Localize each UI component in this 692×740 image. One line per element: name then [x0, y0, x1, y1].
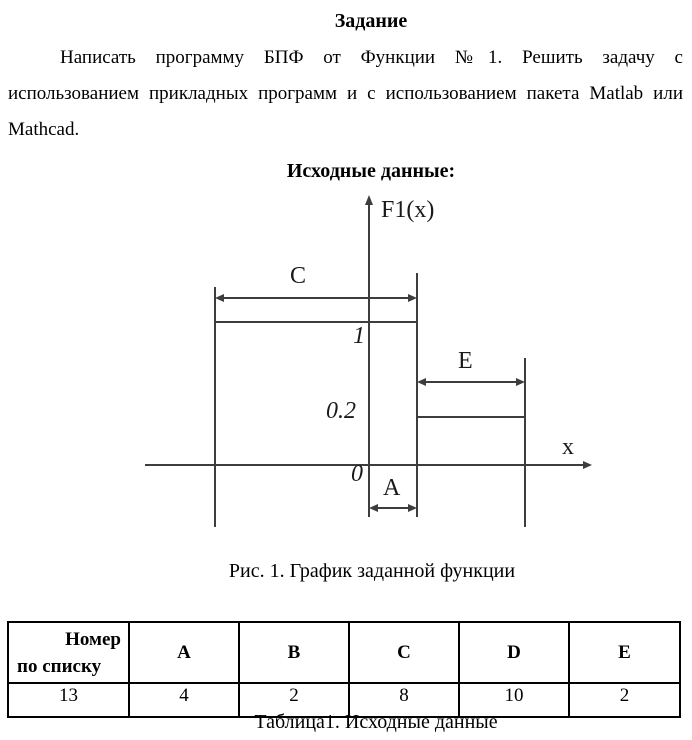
- paragraph-line: Mathcad.: [8, 119, 80, 140]
- dim-e-arrow-right-icon: [516, 378, 525, 386]
- dim-a-arrow-left-icon: [369, 504, 378, 512]
- value-number: 13: [8, 683, 129, 717]
- header-cell-d: D: [459, 622, 569, 683]
- table-header-row: [8, 622, 680, 683]
- header-cell-a: A: [129, 622, 239, 683]
- header-cell-b: B: [239, 622, 349, 683]
- pulse2-top-line: [416, 416, 526, 418]
- value-a: 4: [129, 683, 239, 717]
- value-e: 2: [569, 683, 680, 717]
- amplitude-1-label: 1: [353, 323, 365, 349]
- dim-c-arrow-right-icon: [408, 294, 417, 302]
- y-axis-label: F1(x): [381, 197, 435, 223]
- value-b: 2: [239, 683, 349, 717]
- dim-a-line: [377, 507, 409, 509]
- x-axis-line: [145, 464, 585, 466]
- x-axis-label: x: [562, 434, 574, 460]
- task-paragraph: [8, 40, 683, 148]
- dim-c-arrow-left-icon: [215, 294, 224, 302]
- page-title: Задание: [334, 10, 408, 32]
- dim-a-arrow-right-icon: [408, 504, 417, 512]
- dim-a-label: A: [383, 475, 401, 501]
- section-heading: Исходные данные:: [286, 160, 456, 182]
- header-number-line1: Номер: [65, 628, 121, 650]
- y-axis-arrow-icon: [365, 195, 373, 205]
- dim-e-arrow-left-icon: [417, 378, 426, 386]
- value-c: 8: [349, 683, 459, 717]
- dim-e-line: [425, 381, 517, 383]
- amplitude-02-label: 0.2: [326, 398, 356, 424]
- paragraph-line: Написать программу БПФ от Функции №1. Решить задачу с: [60, 47, 683, 68]
- header-number-line2: по списку: [17, 655, 102, 677]
- dim-e-label: E: [458, 348, 473, 374]
- figure-caption: Рис. 1. График заданной функции: [228, 560, 516, 582]
- data-table: [7, 621, 681, 718]
- origin-label: 0: [351, 461, 363, 487]
- paragraph-line: использованием прикладных программ и с использованием пакета Matlab или: [8, 83, 683, 104]
- x-axis-arrow-icon: [583, 461, 592, 469]
- header-cell-c: C: [349, 622, 459, 683]
- y-axis-line: [368, 204, 370, 517]
- dim-c-line: [223, 297, 409, 299]
- table-caption: Таблица1. Исходные данные: [254, 711, 498, 733]
- value-d: 10: [459, 683, 569, 717]
- header-cell-number: [8, 622, 129, 683]
- dim-c-label: C: [290, 263, 307, 289]
- pulse1-left-edge: [214, 287, 216, 527]
- pulse1-right-edge: [416, 273, 418, 517]
- header-cell-e: E: [569, 622, 680, 683]
- pulse1-top-line: [214, 321, 418, 323]
